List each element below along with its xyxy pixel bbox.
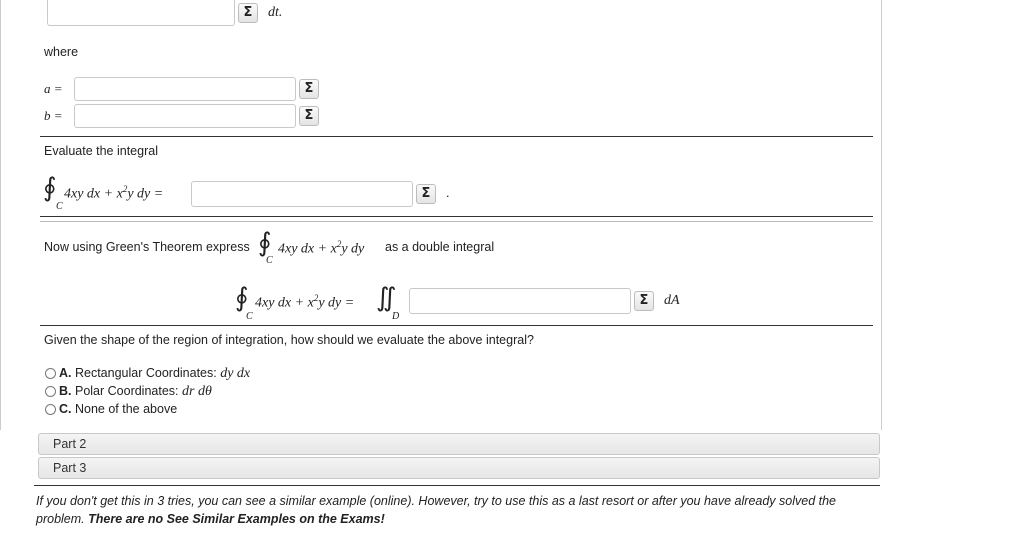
b-input[interactable] <box>74 104 296 128</box>
option-a-radio[interactable] <box>45 368 56 379</box>
divider <box>40 221 873 222</box>
line-integral-expression: 4xy dx + $x^2y$ dy = <box>64 184 164 202</box>
evaluate-label: Evaluate the integral <box>44 144 158 158</box>
region-d-label: D <box>392 311 400 322</box>
contour-c-label: C <box>266 255 273 266</box>
period-label: . <box>446 186 450 200</box>
dt-label: dt. <box>268 5 283 20</box>
divider <box>40 325 873 326</box>
option-c[interactable]: C. None of the above <box>59 402 178 416</box>
option-a[interactable]: A. Rectangular Coordinates: dy dx <box>59 366 251 381</box>
da-label: dA <box>664 293 680 308</box>
sigma-icon[interactable]: Σ <box>299 106 319 126</box>
contour-integral-icon: ∮ <box>235 283 249 312</box>
line-integral-input[interactable] <box>191 181 413 207</box>
option-c-radio[interactable] <box>45 404 56 415</box>
sigma-icon[interactable]: Σ <box>238 3 258 23</box>
greens-suffix: as a double integral <box>385 240 495 254</box>
sigma-icon[interactable]: Σ <box>634 291 654 311</box>
divider <box>40 136 873 137</box>
where-label: where <box>44 45 79 59</box>
a-input[interactable] <box>74 77 296 101</box>
option-b[interactable]: B. Polar Coordinates: dr dθ <box>59 384 212 399</box>
display-expression: 4xy dx + $x^2y$ dy = <box>255 293 355 311</box>
contour-integral-icon: ∮ <box>43 173 57 202</box>
greens-prefix: Now using Green's Theorem express <box>44 240 250 254</box>
a-label: a = <box>44 81 63 96</box>
greens-expression: 4xy dx + $x^2y$ dy <box>278 239 365 257</box>
sigma-icon[interactable]: Σ <box>416 184 436 204</box>
double-integral-input[interactable] <box>409 288 631 314</box>
contour-integral-icon: ∮ <box>258 228 272 257</box>
double-integral-icon: ∬ <box>376 283 397 312</box>
divider <box>40 216 873 217</box>
sigma-icon[interactable]: Σ <box>299 79 319 99</box>
part-2-header[interactable]: Part 2 <box>38 433 880 455</box>
contour-c-label: C <box>246 311 253 322</box>
footer-note: If you don't get this in 3 tries, you can see a similar example (online). However, try to use this as a last resort or after you have already solved the problem. There are no See Similar Examples on the Exams! <box>36 494 836 526</box>
b-label: b = <box>44 108 63 123</box>
contour-c-label: C <box>56 201 63 212</box>
divider <box>34 485 880 486</box>
question-text: Given the shape of the region of integration, how should we evaluate the above integral? <box>44 333 534 347</box>
option-b-radio[interactable] <box>45 386 56 397</box>
integrand-input[interactable] <box>47 0 235 26</box>
part-3-header[interactable]: Part 3 <box>38 457 880 479</box>
